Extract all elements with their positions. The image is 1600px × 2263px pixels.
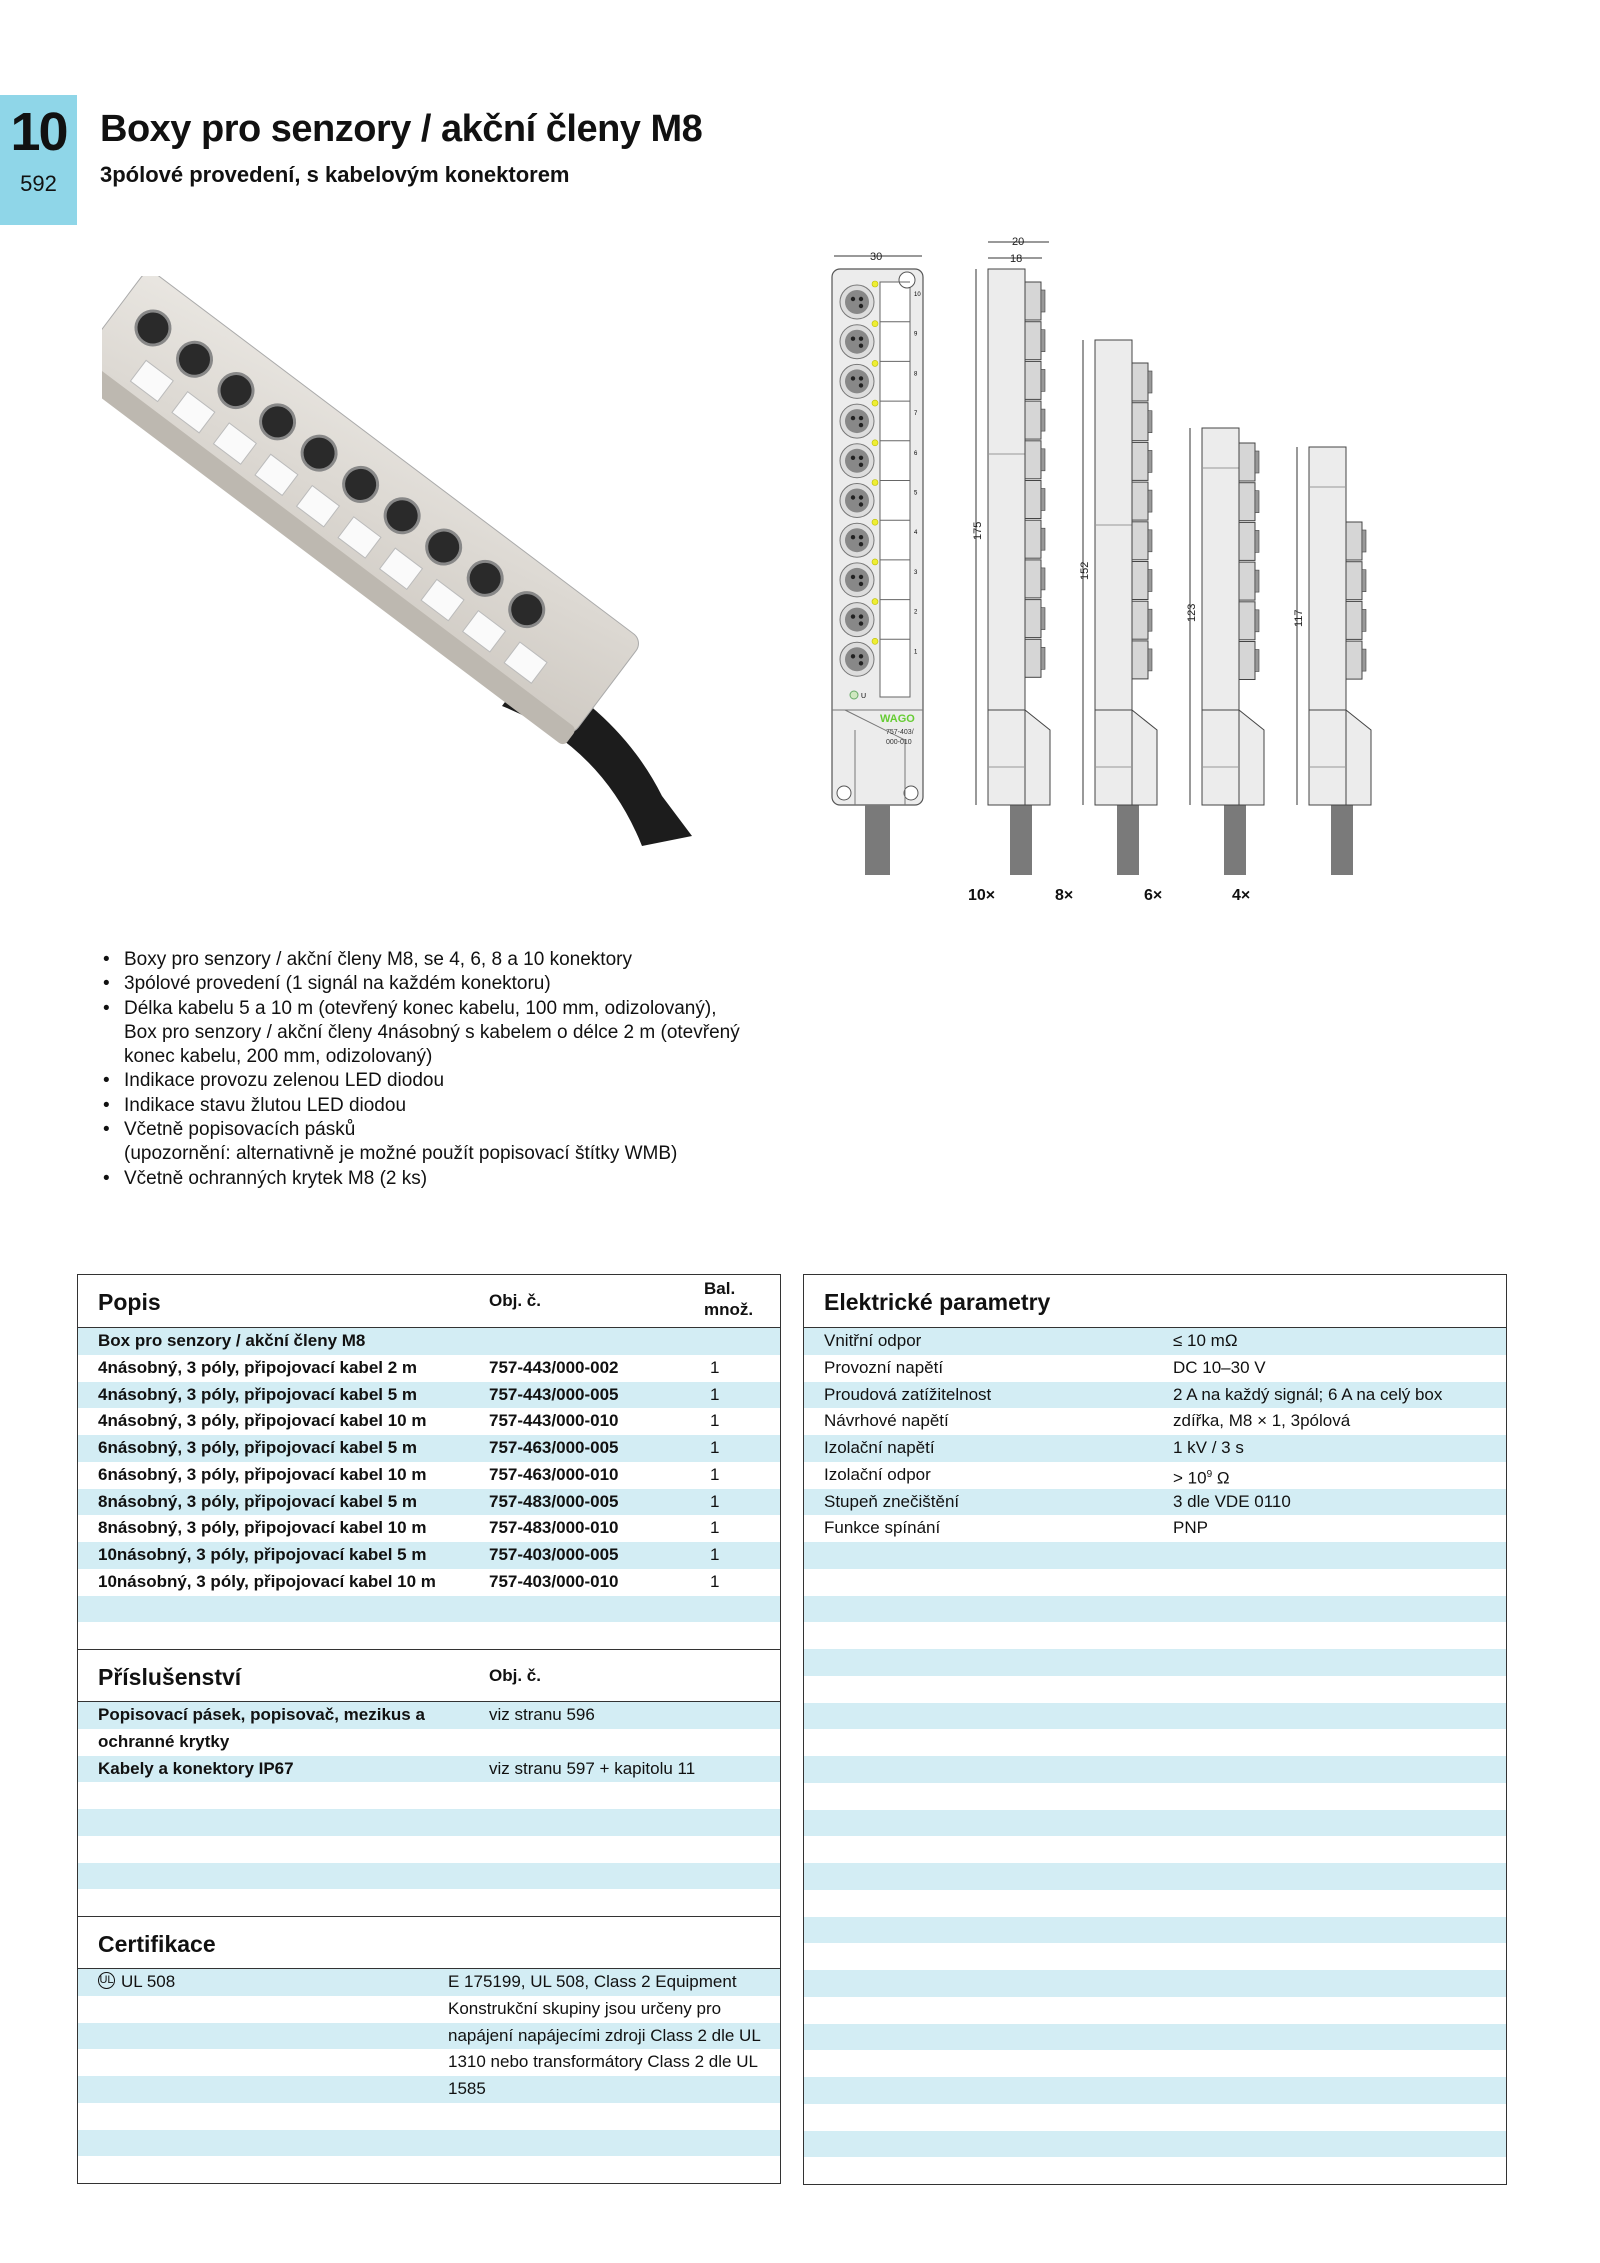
products-heading: Popis	[98, 1289, 161, 1315]
pack-qty-cell: 1	[710, 1411, 720, 1431]
variant-label-8: 8×	[1055, 887, 1074, 904]
value-exponent: 9	[1206, 1468, 1213, 1480]
table-row	[804, 1355, 1506, 1382]
description-cell: 4násobný, 3 póly, připojovací kabel 2 m	[98, 1357, 418, 1377]
table-row	[78, 1542, 780, 1569]
table-row	[78, 2076, 780, 2103]
value-unit: Ω	[1212, 1468, 1230, 1488]
table-row	[78, 2049, 780, 2076]
table-row	[804, 1462, 1506, 1489]
table-row	[804, 1890, 1506, 1917]
certification-text: Konstrukční skupiny jsou určeny pro	[448, 1998, 722, 2018]
table-row	[78, 1596, 780, 1623]
col-pack-qty-line1: Bal.	[704, 1279, 736, 1298]
table-row	[78, 1622, 780, 1649]
table-row	[78, 2130, 780, 2157]
feature-item-continued: Box pro senzory / akční členy 4násobný s kabelem o délce 2 m (otevřený	[124, 1021, 740, 1043]
table-row	[78, 2103, 780, 2130]
dim-height-4: 117	[1293, 609, 1305, 627]
dim-depth-body: 18	[1010, 253, 1023, 265]
ul-mark-icon: UL	[98, 1972, 115, 1989]
part-label: 000-010	[886, 739, 912, 746]
table-row	[804, 2104, 1506, 2131]
products-header	[78, 1275, 780, 1328]
part-label: 757-403/	[886, 729, 914, 736]
order-number-cell: 757-443/000-002	[489, 1357, 619, 1377]
chapter-number: 10	[10, 102, 67, 162]
feature-item: • Včetně ochranných krytek M8 (2 ks)	[103, 1167, 803, 1191]
parameter-label: Provozní napětí	[824, 1357, 944, 1377]
table-row	[804, 2077, 1506, 2104]
variant-label-4: 4×	[1232, 887, 1251, 904]
parameter-value: 3 dle VDE 0110	[1173, 1491, 1291, 1511]
dim-height-10: 175	[972, 521, 984, 540]
dimension-drawing	[830, 230, 1410, 910]
variant-label-6: 6×	[1144, 887, 1163, 904]
certification-standard	[98, 1969, 175, 1996]
ul-label: UL 508	[121, 1972, 176, 1991]
table-row	[78, 1462, 780, 1489]
table-row	[78, 2023, 780, 2050]
pack-qty-cell: 1	[710, 1491, 720, 1511]
feature-item-continued: konec kabelu, 200 mm, odizolovaný)	[124, 1046, 433, 1068]
table-row	[804, 1515, 1506, 1542]
certification-text: E 175199, UL 508, Class 2 Equipment	[448, 1972, 737, 1991]
table-row	[78, 1782, 780, 1809]
parameter-label: Vnitřní odpor	[824, 1331, 922, 1350]
table-row	[804, 2024, 1506, 2051]
cable	[865, 805, 890, 875]
table-row	[78, 1836, 780, 1863]
parameter-label: Stupeň znečištění	[824, 1491, 960, 1511]
table-row	[78, 1382, 780, 1409]
table-row	[804, 1997, 1506, 2024]
wago-logo: WAGO	[880, 713, 915, 725]
dim-height-6: 123	[1186, 603, 1198, 622]
port-number: 6	[914, 450, 918, 457]
certification-heading: Certifikace	[98, 1931, 216, 1957]
order-number-cell: 757-443/000-010	[489, 1411, 619, 1431]
table-row	[804, 1970, 1506, 1997]
table-row	[78, 1863, 780, 1890]
electrical-table	[803, 1274, 1507, 2185]
feature-item: • Boxy pro senzory / akční členy M8, se 4, 6, 8 a 10 konektory	[103, 948, 803, 972]
table-row	[804, 1756, 1506, 1783]
table-row	[804, 1569, 1506, 1596]
col-order-number: Obj. č.	[489, 1291, 541, 1310]
parameter-value: 1 kV / 3 s	[1173, 1438, 1244, 1457]
table-row	[78, 2156, 780, 2183]
order-number-cell: 757-403/000-010	[489, 1571, 619, 1591]
ordering-table	[77, 1274, 781, 2184]
table-row	[804, 1703, 1506, 1730]
description-cell: 10násobný, 3 póly, připojovací kabel 10 m	[98, 1571, 436, 1591]
table-row	[78, 1756, 780, 1783]
accessories-rows	[78, 1702, 780, 1916]
table-row	[804, 1382, 1506, 1409]
parameter-label: Proudová zatížitelnost	[824, 1384, 992, 1404]
page-title: Boxy pro senzory / akční členy M8	[100, 108, 703, 150]
pack-qty-cell: 1	[710, 1357, 720, 1377]
table-row	[78, 1969, 780, 1996]
order-number-cell: 757-483/000-010	[489, 1518, 619, 1538]
table-row	[804, 1489, 1506, 1516]
certification-text: napájení napájecími zdroji Class 2 dle UL	[448, 2025, 761, 2045]
table-row	[804, 1649, 1506, 1676]
product-photo	[102, 276, 702, 846]
table-row	[78, 1355, 780, 1382]
col-pack-qty	[704, 1278, 753, 1320]
pack-qty-cell: 1	[710, 1384, 720, 1404]
table-row	[804, 1836, 1506, 1863]
table-row	[804, 1810, 1506, 1837]
description-cell: Box pro senzory / akční členy M8	[98, 1331, 366, 1350]
port-number: 2	[914, 609, 918, 616]
dim-height-8: 152	[1079, 561, 1091, 580]
description-cell: 8násobný, 3 póly, připojovací kabel 10 m	[98, 1518, 427, 1538]
description-cell: 6násobný, 3 póly, připojovací kabel 10 m	[98, 1464, 427, 1484]
order-number-cell: 757-463/000-005	[489, 1438, 619, 1457]
electrical-header	[804, 1275, 1506, 1328]
feature-item: • Délka kabelu 5 a 10 m (otevřený konec kabelu, 100 mm, odizolovaný),	[103, 997, 803, 1021]
table-row	[78, 1702, 780, 1729]
table-row	[804, 1917, 1506, 1944]
table-row	[804, 1328, 1506, 1355]
reference-cell: viz stranu 597 + kapitolu 11	[489, 1758, 696, 1778]
table-row	[78, 1328, 780, 1355]
products-rows	[78, 1328, 780, 1649]
port-number: 4	[914, 530, 918, 537]
feature-list	[103, 948, 803, 1191]
table-row	[78, 1729, 780, 1756]
description-cell: 8násobný, 3 póly, připojovací kabel 5 m	[98, 1491, 418, 1511]
table-row	[804, 2050, 1506, 2077]
pack-qty-cell: 1	[710, 1464, 720, 1484]
pack-qty-cell: 1	[710, 1518, 720, 1538]
side-view-8	[1095, 340, 1157, 875]
table-row	[804, 1435, 1506, 1462]
order-number-cell: 757-403/000-005	[489, 1545, 619, 1564]
value-base: > 10	[1173, 1468, 1207, 1488]
port-number: 10	[914, 292, 921, 298]
port-number: 3	[914, 569, 918, 576]
table-row	[804, 1542, 1506, 1569]
parameter-label: Izolační odpor	[824, 1464, 931, 1484]
port-number: 5	[914, 490, 918, 497]
table-row	[78, 1569, 780, 1596]
table-row	[804, 2157, 1506, 2184]
table-row	[804, 1863, 1506, 1890]
page-subtitle: 3pólové provedení, s kabelovým konektorem	[100, 162, 570, 187]
table-row	[78, 1996, 780, 2023]
description-cell: 4násobný, 3 póly, připojovací kabel 5 m	[98, 1384, 418, 1404]
electrical-rows	[804, 1328, 1506, 2184]
feature-item: • Indikace stavu žlutou LED diodou	[103, 1094, 803, 1118]
order-number-cell: 757-483/000-005	[489, 1491, 619, 1511]
table-row	[78, 1408, 780, 1435]
pack-qty-cell: 1	[710, 1545, 720, 1564]
accessories-heading: Příslušenství	[98, 1664, 242, 1690]
port-number: 1	[914, 649, 918, 656]
port-number: 7	[914, 411, 918, 418]
order-number-cell: 757-463/000-010	[489, 1464, 619, 1484]
led-label: U	[861, 693, 867, 700]
certification-text: 1585	[448, 2079, 486, 2098]
dim-depth-total: 20	[1012, 236, 1025, 248]
parameter-value: 2 A na každý signál; 6 A na celý box	[1173, 1384, 1443, 1404]
description-cell: 6násobný, 3 póly, připojovací kabel 5 m	[98, 1438, 418, 1457]
certification-header	[78, 1916, 780, 1969]
parameter-label: Návrhové napětí	[824, 1411, 949, 1431]
table-row	[804, 1729, 1506, 1756]
chapter-tab	[0, 95, 77, 225]
feature-item: • Včetně popisovacích pásků	[103, 1118, 803, 1142]
col-order-number: Obj. č.	[489, 1666, 541, 1685]
table-row	[804, 1596, 1506, 1623]
accessories-header	[78, 1649, 780, 1702]
port-number: 9	[914, 331, 918, 338]
table-row	[78, 1489, 780, 1516]
table-row	[804, 1676, 1506, 1703]
front-view	[832, 269, 923, 875]
variant-label-10: 10×	[968, 887, 996, 904]
pack-qty-cell: 1	[710, 1438, 720, 1457]
table-row	[804, 1783, 1506, 1810]
reference-cell: viz stranu 596	[489, 1705, 595, 1724]
table-row	[804, 2131, 1506, 2158]
parameter-value: PNP	[1173, 1518, 1208, 1538]
parameter-label: Funkce spínání	[824, 1518, 941, 1538]
parameter-value: DC 10–30 V	[1173, 1357, 1266, 1377]
table-row	[804, 1943, 1506, 1970]
description-cell: ochranné krytky	[98, 1731, 230, 1751]
table-row	[78, 1809, 780, 1836]
certification-rows	[78, 1969, 780, 2183]
table-row	[78, 1435, 780, 1462]
table-row	[78, 1889, 780, 1916]
parameter-value: ≤ 10 mΩ	[1173, 1331, 1238, 1350]
page-number: 592	[20, 171, 57, 196]
parameter-label: Izolační napětí	[824, 1438, 935, 1457]
order-number-cell: 757-443/000-005	[489, 1384, 619, 1404]
description-cell: Kabely a konektory IP67	[98, 1758, 294, 1778]
side-view-6	[1202, 428, 1264, 875]
electrical-heading: Elektrické parametry	[824, 1289, 1051, 1315]
description-cell: 10násobný, 3 póly, připojovací kabel 5 m	[98, 1545, 427, 1564]
feature-item: • Indikace provozu zelenou LED diodou	[103, 1069, 803, 1093]
port-number: 8	[914, 371, 918, 378]
pack-qty-cell: 1	[710, 1571, 720, 1591]
side-view-4	[1309, 447, 1371, 875]
feature-item-continued: (upozornění: alternativně je možné použít popisovací štítky WMB)	[124, 1143, 678, 1165]
col-pack-qty-line2: množ.	[704, 1300, 754, 1319]
feature-item: • 3pólové provedení (1 signál na každém konektoru)	[103, 972, 803, 996]
table-row	[804, 1622, 1506, 1649]
dim-width: 30	[870, 251, 883, 263]
table-row	[78, 1515, 780, 1542]
certification-text: 1310 nebo transformátory Class 2 dle UL	[448, 2052, 758, 2072]
description-cell: Popisovací pásek, popisovač, mezikus a	[98, 1705, 425, 1724]
parameter-value: zdířka, M8 × 1, 3pólová	[1173, 1411, 1351, 1431]
side-view-10	[988, 269, 1050, 875]
table-row	[804, 1408, 1506, 1435]
description-cell: 4násobný, 3 póly, připojovací kabel 10 m	[98, 1411, 427, 1431]
